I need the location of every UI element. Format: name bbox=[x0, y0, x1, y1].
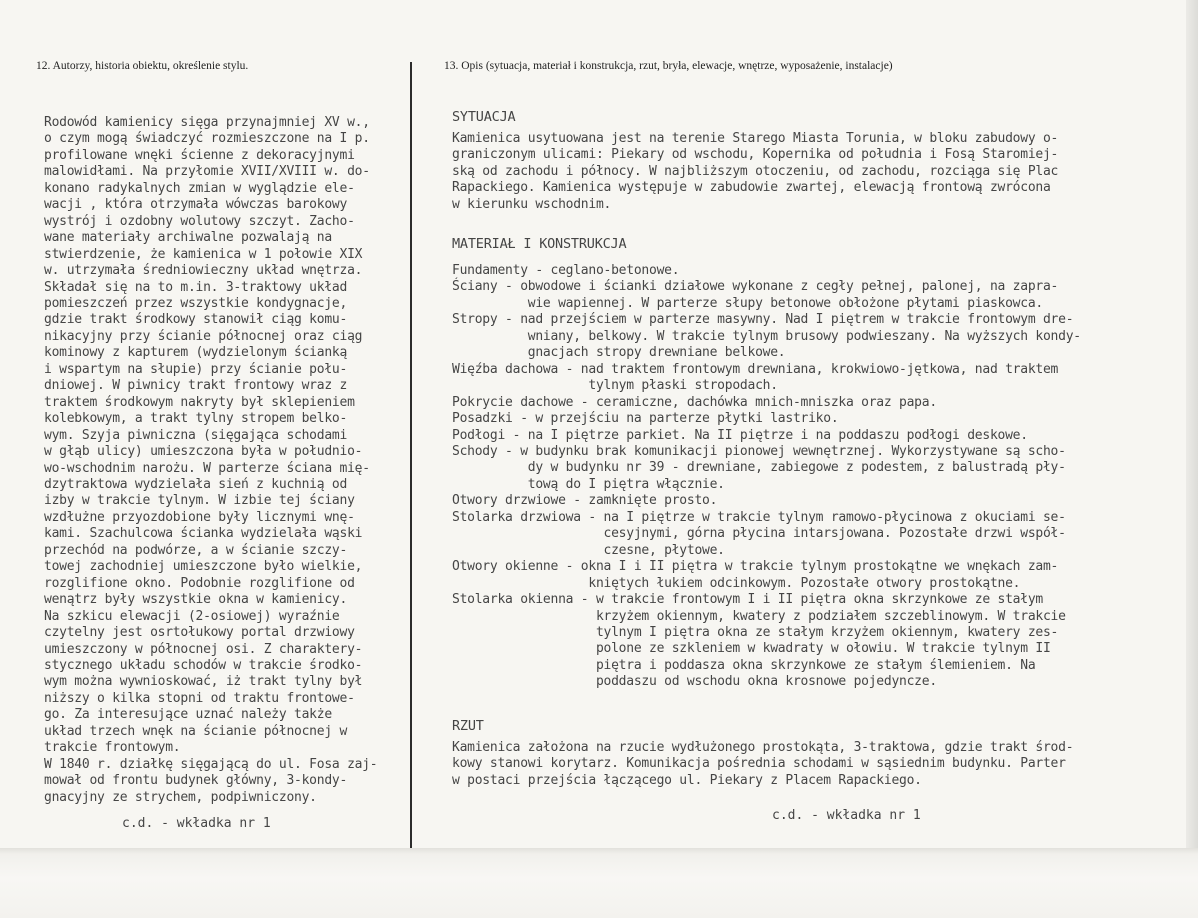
text-line: polone ze szkleniem w kwadraty w ołowiu. W trakcie tylnym II bbox=[452, 641, 1051, 657]
text-line: go. Za interesujące uznać należy także bbox=[44, 707, 332, 723]
right-continuation-note: c.d. - wkładka nr 1 bbox=[772, 808, 921, 823]
left-column-heading: 12. Autorzy, historia obiektu, określenie stylu. bbox=[36, 60, 249, 72]
text-line: Ściany - obwodowe i ścianki działowe wykonane z cegły pełnej, palonej, na zapra- bbox=[452, 279, 1059, 295]
text-line: Stolarka okienna - w trakcie frontowym I i II piętra okna skrzynkowe ze stałym bbox=[452, 592, 1043, 608]
text-line: trakcie frontowym. bbox=[44, 740, 181, 756]
text-line: Składał się na to m.in. 3-traktowy układ bbox=[44, 279, 348, 295]
text-line: wo-wschodnim narożu. W parterze ściana mię- bbox=[44, 460, 370, 476]
text-line: układ trzech wnęk na ścianie północnej w bbox=[44, 723, 348, 739]
text-line: traktem środkowym nakryty był sklepieniem bbox=[44, 394, 355, 410]
text-line: Fundamenty - ceglano-betonowe. bbox=[452, 263, 680, 278]
text-line: dzytraktowa wydzielała sień z kuchnią od bbox=[44, 476, 348, 492]
text-line: wym. Szyja piwniczna (sięgająca schodami bbox=[44, 427, 348, 443]
section-text-material-konstrukcja bbox=[452, 263, 1081, 691]
text-line: tową do I piętra włącznie. bbox=[452, 476, 725, 492]
text-line: w kierunku wschodnim. bbox=[452, 196, 612, 212]
text-line: Posadzki - w przejściu na parterze płytki lastriko. bbox=[452, 411, 839, 427]
text-line: o czym mogą świadczyć rozmieszczone na I p. bbox=[44, 131, 370, 147]
text-line: nikacyjny przy ścianie północnej oraz ciąg bbox=[44, 328, 363, 344]
sheet-edge-shadow bbox=[1186, 0, 1198, 848]
text-line: konano radykalnych zmian w wyglądzie ele- bbox=[44, 180, 355, 196]
text-line: kolebkowym, a trakt tylny stropem belko- bbox=[44, 411, 348, 427]
text-line: Więźba dachowa - nad traktem frontowym drewniana, krokwiowo-jętkowa, nad traktem bbox=[452, 361, 1059, 377]
text-line: wzdłużne przyozdobione były licznymi wnę- bbox=[44, 509, 355, 525]
text-line: mował od frontu budynek główny, 3-kondy- bbox=[44, 773, 348, 789]
text-line: niższy o kilka stopni od traktu frontowe- bbox=[44, 690, 355, 706]
text-line: piętra i poddasza okna skrzynkowe ze stałym ślemieniem. Na bbox=[452, 657, 1036, 673]
text-line: cesyjnymi, górna płycina intarsjowana. Pozostałe drzwi współ- bbox=[452, 526, 1066, 542]
left-continuation-note: c.d. - wkładka nr 1 bbox=[122, 816, 271, 831]
text-line: Pokrycie dachowe - ceramiczne, dachówka mnich-mniszka oraz papa. bbox=[452, 394, 937, 410]
text-line: Kamienica założona na rzucie wydłużonego prostokąta, 3-traktowa, gdzie trakt środ- bbox=[452, 740, 1074, 755]
text-line: dniowej. W piwnicy trakt frontowy wraz z bbox=[44, 378, 348, 394]
text-line: graniczonym ulicami: Piekary od wschodu, Kopernika od południa i Fosą Staromiej- bbox=[452, 147, 1059, 163]
section-title-material-konstrukcja: MATERIAŁ I KONSTRUKCJA bbox=[452, 236, 627, 252]
text-line: Otwory okienne - okna I i II piętra w trakcie tylnym prostokątne we wnękach zam- bbox=[452, 559, 1059, 575]
text-line: malowidłami. Na przyłomie XVII/XVIII w. do- bbox=[44, 164, 370, 180]
column-divider bbox=[410, 62, 412, 848]
text-line: gnacyjny ze strychem, podpiwniczony. bbox=[44, 789, 317, 805]
section-title-sytuacja: SYTUACJA bbox=[452, 109, 516, 125]
history-text bbox=[44, 115, 377, 806]
text-line: wniany, belkowy. W trakcie tylnym brusowy podwieszany. Na wyższych kondy- bbox=[452, 328, 1081, 344]
text-line: Schody - w budynku brak komunikacji pionowej wewnętrznej. Wykorzystywane są scho- bbox=[452, 443, 1066, 459]
text-line: w głąb ulicy) umieszczona była w południo- bbox=[44, 444, 363, 460]
text-line: ską od zachodu i północy. W najbliższym otoczeniu, od zachodu, rozciąga się Plac bbox=[452, 163, 1059, 179]
text-line: W 1840 r. działkę sięgającą do ul. Fosa zaj- bbox=[44, 756, 378, 772]
section-title-rzut: RZUT bbox=[452, 718, 484, 734]
sheet-fold bbox=[0, 848, 1198, 918]
text-line: tylnym płaski stropodach. bbox=[452, 378, 778, 394]
text-line: kniętych łukiem odcinkowym. Pozostałe otwory prostokątne. bbox=[452, 575, 1021, 591]
text-line: stycznego układu schodów w trakcie środko- bbox=[44, 657, 363, 673]
text-line: gnacjach stropy drewniane belkowe. bbox=[452, 345, 786, 361]
text-line: dy w budynku nr 39 - drewniane, zabiegowe z podestem, z balustradą pły- bbox=[452, 460, 1066, 476]
section-text-rzut bbox=[452, 740, 1073, 789]
text-line: pomieszczeń przez wszystkie kondygnacje, bbox=[44, 295, 348, 311]
text-line: czesne, płytowe. bbox=[452, 542, 725, 558]
text-line: Kamienica usytuowana jest na terenie Starego Miasta Torunia, w bloku zabudowy o- bbox=[452, 131, 1059, 146]
text-line: profilowane wnęki ścienne z dekoracyjnymi bbox=[44, 147, 355, 163]
text-line: gdzie trakt środkowy stanowił ciąg komu- bbox=[44, 312, 348, 328]
right-column-heading: 13. Opis (sytuacja, materiał i konstrukcja, rzut, bryła, elewacje, wnętrze, wyposażenie, instalacje) bbox=[444, 60, 893, 72]
text-line: wenątrz były wszystkie okna w kamienicy. bbox=[44, 592, 348, 608]
text-line: wane materiały archiwalne pozwalają na bbox=[44, 230, 332, 246]
text-line: Otwory drzwiowe - zamknięte prosto. bbox=[452, 493, 718, 509]
text-line: kominowy z kapturem (wydzielonym ścianką bbox=[44, 345, 348, 361]
text-line: tylnym I piętra okna ze stałym krzyżem okiennym, kwatery zes- bbox=[452, 624, 1059, 640]
text-line: wie wapiennej. W parterze słupy betonowe obłożone płytami piaskowca. bbox=[452, 295, 1043, 311]
text-line: Stropy - nad przejściem w parterze masywny. Nad I piętrem w trakcie frontowym dre- bbox=[452, 312, 1074, 328]
text-line: czytelny jest osrtołukowy portal drzwiowy bbox=[44, 625, 355, 641]
text-line: Na szkicu elewacji (2-osiowej) wyraźnie bbox=[44, 608, 340, 624]
text-line: Podłogi - na I piętrze parkiet. Na II piętrze i na poddaszu podłogi deskowe. bbox=[452, 427, 1028, 443]
text-line: i wspartym na słupie) przy ścianie połu- bbox=[44, 361, 348, 377]
text-line: Rapackiego. Kamienica występuje w zabudowie zwartej, elewacją frontową zwrócona bbox=[452, 180, 1051, 196]
text-line: izby w trakcie tylnym. W izbie tej ściany bbox=[44, 493, 355, 509]
text-line: w postaci przejścia łączącego ul. Piekary z Placem Rapackiego. bbox=[452, 772, 922, 788]
text-line: kowy stanowi korytarz. Komunikacja pośrednia schodami w sąsiednim budynku. Parter bbox=[452, 756, 1066, 772]
text-line: Rodowód kamienicy sięga przynajmniej XV w., bbox=[44, 115, 370, 130]
text-line: stwierdzenie, że kamienica w 1 połowie XIX bbox=[44, 246, 363, 262]
text-line: Stolarka drzwiowa - na I piętrze w trakcie tylnym ramowo-płycinowa z okuciami se- bbox=[452, 509, 1066, 525]
text-line: towej zachodniej umieszczone było wielkie, bbox=[44, 559, 363, 575]
text-line: wym można wywnioskować, iż trakt tylny był bbox=[44, 674, 363, 690]
text-line: w. utrzymała średniowieczny układ wnętrza. bbox=[44, 263, 363, 279]
section-text-sytuacja bbox=[452, 131, 1058, 213]
text-line: kami. Szachulcowa ścianka wydzielała wąski bbox=[44, 526, 363, 542]
text-line: przechód na podwórze, a w ścianie szczy- bbox=[44, 542, 348, 558]
text-line: wacji , która otrzymała wówczas barokowy bbox=[44, 197, 348, 213]
text-line: krzyżem okiennym, kwatery z podziałem szczeblinowym. W trakcie bbox=[452, 608, 1066, 624]
text-line: wystrój i ozdobny wolutowy szczyt. Zacho- bbox=[44, 213, 355, 229]
text-line: umieszczony w północnej osi. Z charaktery- bbox=[44, 641, 363, 657]
text-line: poddaszu od wschodu okna krosnowe pojedyncze. bbox=[452, 674, 937, 690]
text-line: rozglifione okno. Podobnie rozglifione od bbox=[44, 575, 355, 591]
